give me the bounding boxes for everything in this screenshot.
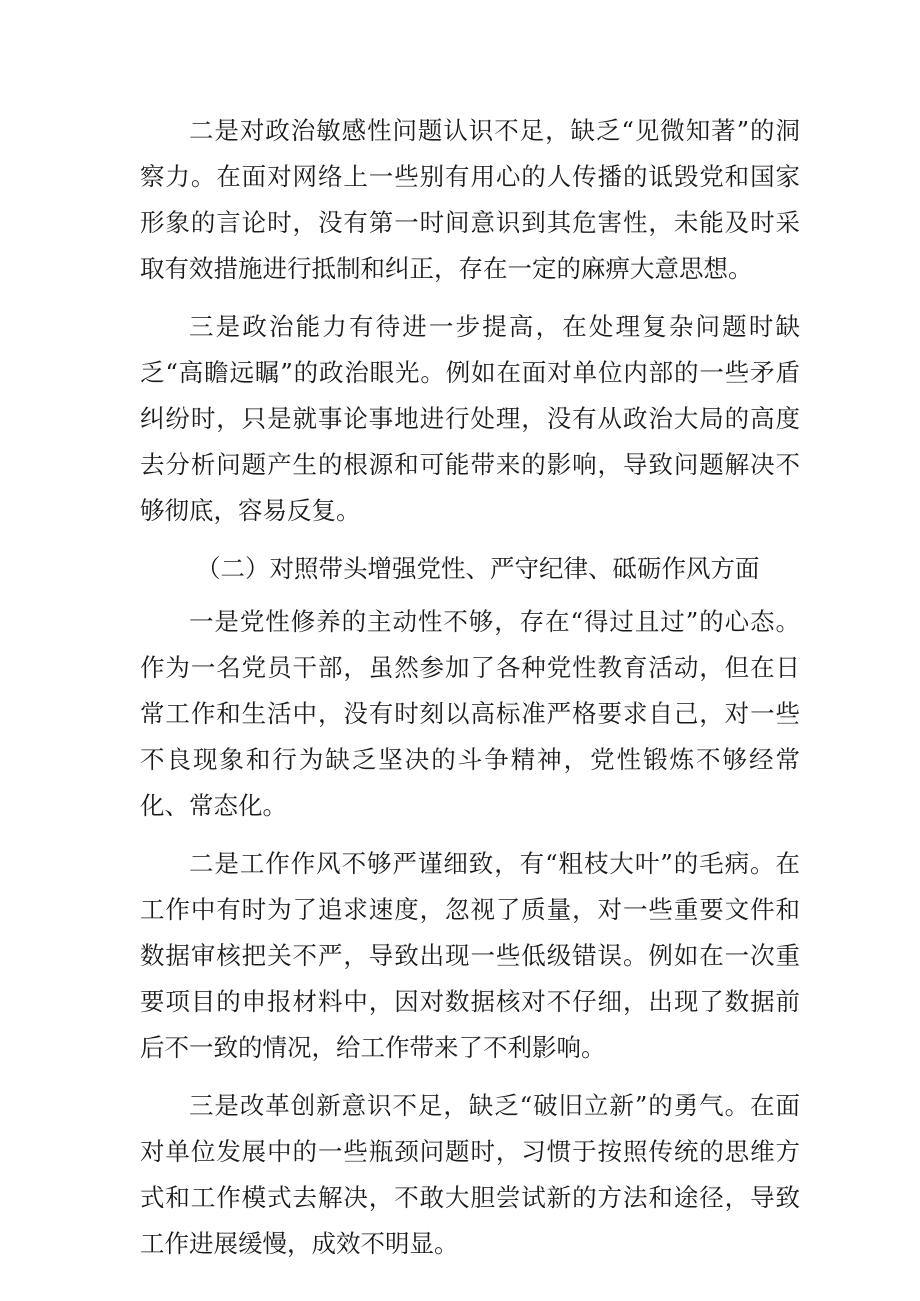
paragraph-political-sensitivity: 二是对政治敏感性问题认识不足，缺乏“见微知著”的洞察力。在面对网络上一些别有用心的人传播的诋毁党和国家形象的言论时，没有第一时间意识到其危害性，未能及时采取有效措施进行抵制和纠正，存在一定的麻痹大意思想。 bbox=[140, 116, 800, 283]
paragraph-innovation: 三是改革创新意识不足，缺乏“破旧立新”的勇气。在面对单位发展中的一些瓶颈问题时，习惯于按照传统的思维方式和工作模式去解决，不敢大胆尝试新的方法和途径，导致工作进展缓慢，成效不明显。 bbox=[140, 1091, 800, 1258]
paragraph-political-ability: 三是政治能力有待进一步提高，在处理复杂问题时缺乏“高瞻远瞩”的政治眼光。例如在面对单位内部的一些矛盾纠纷时，只是就事论事地进行处理，没有从政治大局的高度去分析问题产生的根源和可能带来的影响，导致问题解决不够彻底，容易反复。 bbox=[140, 312, 800, 525]
paragraph-party-cultivation: 一是党性修养的主动性不够，存在“得过且过”的心态。作为一名党员干部，虽然参加了各种党性教育活动，但在日常工作和生活中，没有时刻以高标准严格要求自己，对一些不良现象和行为缺乏坚决的斗争精神，党性锻炼不够经常化、常态化。 bbox=[140, 607, 800, 820]
document-body bbox=[140, 108, 800, 1279]
section-heading-party-spirit: （二）对照带头增强党性、严守纪律、砥砺作风方面 bbox=[196, 554, 760, 583]
paragraph-work-style: 二是工作作风不够严谨细致，有“粗枝大叶”的毛病。在工作中有时为了追求速度，忽视了质量，对一些重要文件和数据审核把关不严，导致出现一些低级错误。例如在一次重要项目的申报材料中，因对数据核对不仔细，出现了数据前后不一致的情况，给工作带来了不利影响。 bbox=[140, 849, 800, 1062]
